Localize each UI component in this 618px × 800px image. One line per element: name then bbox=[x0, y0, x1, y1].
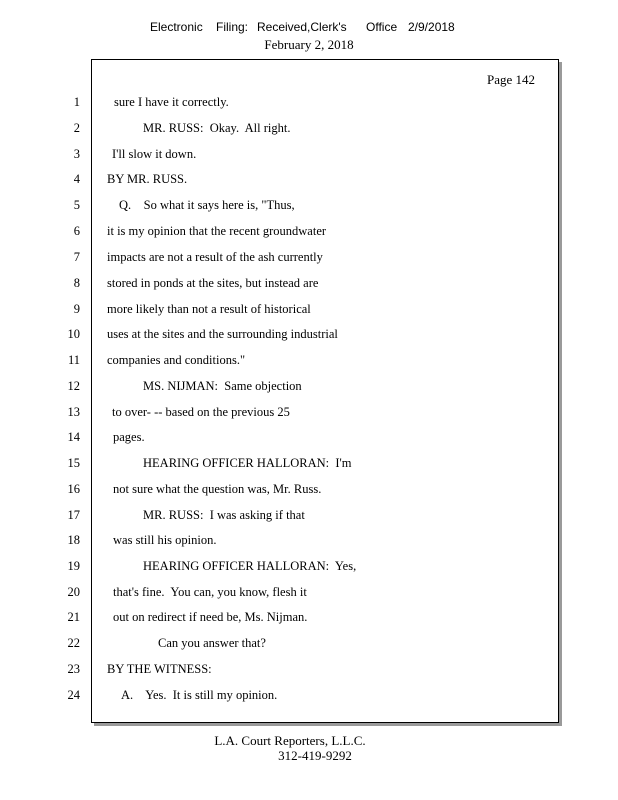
transcript-line: HEARING OFFICER HALLORAN: I'm bbox=[143, 456, 352, 470]
line-number: 23 bbox=[67, 662, 80, 676]
line-number: 21 bbox=[67, 610, 80, 624]
transcript-line: out on redirect if need be, Ms. Nijman. bbox=[113, 610, 308, 624]
line-number: 5 bbox=[73, 198, 80, 212]
line-number: 20 bbox=[67, 585, 80, 599]
footer-company: L.A. Court Reporters, L.L.C. bbox=[214, 733, 366, 748]
line-number: 19 bbox=[67, 559, 80, 573]
line-number: 9 bbox=[73, 302, 80, 316]
filed-date: February 2, 2018 bbox=[264, 37, 354, 52]
stamp-date: 2/9/2018 bbox=[408, 20, 455, 34]
transcript-line: stored in ponds at the sites, but instead are bbox=[107, 276, 319, 290]
transcript-line: Can you answer that? bbox=[158, 636, 266, 650]
line-number: 7 bbox=[73, 250, 80, 264]
transcript-line: was still his opinion. bbox=[113, 533, 217, 547]
transcript-line: MR. RUSS: I was asking if that bbox=[143, 508, 305, 522]
line-number: 24 bbox=[67, 688, 80, 702]
transcript-line: Q. So what it says here is, "Thus, bbox=[119, 198, 295, 212]
line-number: 15 bbox=[67, 456, 80, 470]
line-number: 13 bbox=[67, 405, 80, 419]
transcript-line: A. Yes. It is still my opinion. bbox=[121, 688, 278, 702]
transcript-line: HEARING OFFICER HALLORAN: Yes, bbox=[143, 559, 357, 573]
line-number: 4 bbox=[73, 172, 80, 186]
transcript-line: uses at the sites and the surrounding industrial bbox=[107, 327, 338, 341]
transcript-line: BY MR. RUSS. bbox=[107, 172, 188, 186]
transcript-line: impacts are not a result of the ash currently bbox=[107, 250, 323, 264]
line-number: 3 bbox=[73, 147, 80, 161]
line-number: 1 bbox=[73, 95, 80, 109]
transcript-line: sure I have it correctly. bbox=[114, 95, 229, 109]
line-number: 18 bbox=[67, 533, 80, 547]
line-number: 10 bbox=[67, 327, 80, 341]
stamp-received-clerk: Received,Clerk's bbox=[257, 20, 347, 34]
transcript-line: MR. RUSS: Okay. All right. bbox=[143, 121, 291, 135]
transcript-line: it is my opinion that the recent groundwater bbox=[107, 224, 327, 238]
line-number: 16 bbox=[67, 482, 80, 496]
transcript-line: BY THE WITNESS: bbox=[107, 662, 212, 676]
line-number: 17 bbox=[67, 508, 80, 522]
line-number: 6 bbox=[73, 224, 80, 238]
transcript-line: to over- -- based on the previous 25 bbox=[112, 405, 290, 419]
transcript-line: not sure what the question was, Mr. Russ. bbox=[113, 482, 322, 496]
page-number: Page 142 bbox=[486, 72, 535, 87]
line-number: 14 bbox=[67, 430, 80, 444]
line-number: 2 bbox=[73, 121, 80, 135]
line-number: 12 bbox=[67, 379, 80, 393]
line-number: 8 bbox=[73, 276, 80, 290]
footer-phone: 312-419-9292 bbox=[278, 748, 352, 763]
transcript-line: MS. NIJMAN: Same objection bbox=[143, 379, 302, 393]
line-number: 22 bbox=[67, 636, 80, 650]
transcript-line: I'll slow it down. bbox=[112, 147, 197, 161]
stamp-filing: Filing: bbox=[216, 20, 249, 34]
transcript-line: pages. bbox=[113, 430, 145, 444]
line-number: 11 bbox=[67, 353, 80, 367]
transcript-line: companies and conditions." bbox=[107, 353, 246, 367]
transcript-line: more likely than not a result of historical bbox=[107, 302, 311, 316]
transcript-line: that's fine. You can, you know, flesh it bbox=[113, 585, 307, 599]
stamp-electronic: Electronic bbox=[150, 20, 203, 34]
stamp-office: Office bbox=[366, 20, 398, 34]
